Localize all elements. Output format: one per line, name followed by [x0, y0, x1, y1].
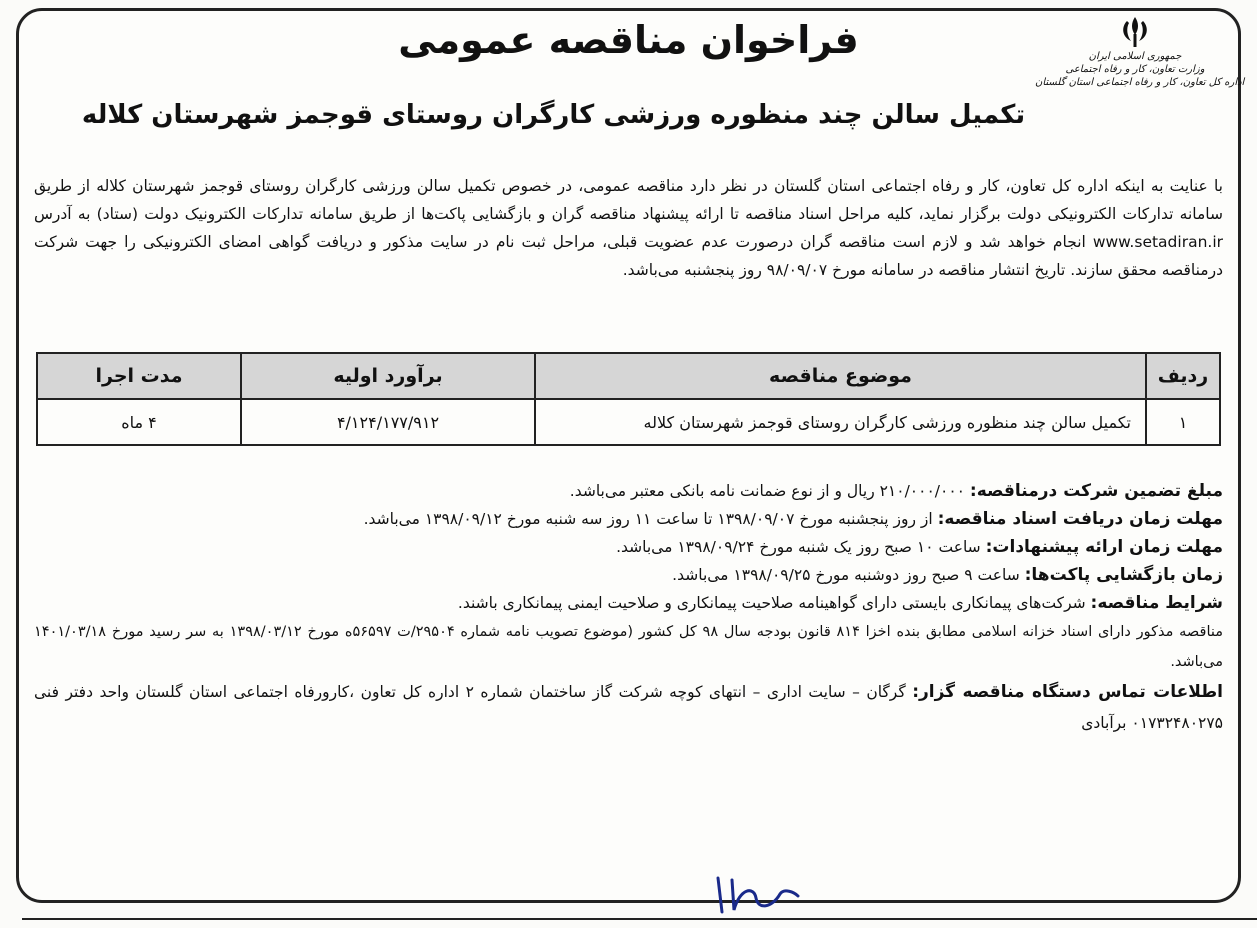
col-subject: موضوع مناقصه	[535, 353, 1146, 399]
intro-paragraph: با عنایت به اینکه اداره کل تعاون، کار و رفاه اجتماعی استان گلستان در نظر دارد مناقصه عمومی، در خصوص تکمیل سالن ورزشی کارگران روستای قوجمز شهرستان کلاله از طریق سامانه تدارکات الکترونیکی دولت برگزار نماید، کلیه مراحل اسناد مناقصه تا ارائه پیشنهاد مناقصه گران و بازگشایی پاکت‌ها از طریق سامانه تدارکات الکترونیک دولت (ستاد) به آدرس www.setadiran.ir انجام خواهد شد و لازم است مناقصه گران درصورت عدم عضویت قبلی، مراحل ثبت نام در سایت مذکور و دریافت گواهی امضای الکترونیکی را جهت شرکت درمناقصه محقق سازند. تاریخ انتشار مناقصه در سامانه مورخ ۹۸/۰۹/۰۷ روز پنجشنبه می‌باشد.	[34, 177, 1223, 279]
docs-deadline-line	[34, 505, 1223, 533]
opening-time-label: زمان بازگشایی پاکت‌ها:	[1024, 565, 1223, 585]
offers-deadline-value: ساعت ۱۰ صبح روز یک شنبه مورخ ۱۳۹۸/۰۹/۲۴ می‌باشد.	[616, 538, 986, 556]
cell-subject: تکمیل سالن چند منظوره ورزشی کارگران روستای قوجمز شهرستان کلاله	[535, 399, 1146, 445]
treasury-note: مناقصه مذکور دارای اسناد خزانه اسلامی مطابق بنده اخزا ۸۱۴ قانون بودجه سال ۹۸ کل کشور (موضوع تصویب نامه شماره ۲۹۵۰۴/ت ۵۶۵۹۷ه مورخ ۱۳۹۸/۰۳/۱۲ به سر رسید مورخ ۱۴۰۱/۰۳/۱۸ می‌باشد.	[34, 624, 1223, 670]
notice-frame	[16, 8, 1245, 903]
offers-deadline-label: مهلت زمان ارائه پیشنهادات:	[985, 537, 1223, 557]
conditions-label: شرایط مناقصه:	[1090, 593, 1223, 613]
bottom-rule	[22, 918, 1257, 920]
org-line-2: وزارت تعاون، کار و رفاه اجتماعی	[1065, 64, 1205, 75]
tender-details	[34, 477, 1223, 739]
guarantee-label: مبلغ تضمین شرکت درمناقصه:	[969, 481, 1223, 501]
table-row	[37, 399, 1220, 445]
guarantee-value: ۲۱۰/۰۰۰/۰۰۰ ریال و از نوع ضمانت نامه بانکی معتبر می‌باشد.	[569, 482, 970, 500]
contact-value: گرگان – سایت اداری – انتهای کوچه شرکت گاز ساختمان شماره ۲ اداره کل تعاون ،کارورفاه اجتماعی استان گلستان واحد دفتر فنی ۰۱۷۳۲۴۸۰۲۷۵ برآبادی	[34, 683, 1223, 732]
col-row-number: ردیف	[1146, 353, 1220, 399]
org-line-3: اداره کل تعاون، کار و رفاه اجتماعی استان گلستان	[1035, 77, 1245, 88]
conditions-line	[34, 589, 1223, 617]
offers-deadline-line	[34, 533, 1223, 561]
opening-time-value: ساعت ۹ صبح روز دوشنبه مورخ ۱۳۹۸/۰۹/۲۵ می‌باشد.	[672, 566, 1025, 584]
cell-estimate: ۴/۱۲۴/۱۷۷/۹۱۲	[241, 399, 535, 445]
cell-duration: ۴ ماه	[37, 399, 241, 445]
docs-deadline-value: از روز پنجشنبه مورخ ۱۳۹۸/۰۹/۰۷ تا ساعت ۱۱ روز سه شنبه مورخ ۱۳۹۸/۰۹/۱۲ می‌باشد.	[363, 510, 938, 528]
contact-line	[34, 677, 1223, 739]
notice-subtitle: تکمیل سالن چند منظوره ورزشی کارگران روستای قوجمز شهرستان کلاله	[81, 100, 1026, 130]
iran-emblem-icon	[1118, 14, 1152, 50]
col-duration: مدت اجرا	[37, 353, 241, 399]
notice-title: فراخوان مناقصه عمومی	[398, 18, 859, 62]
opening-time-line	[34, 561, 1223, 589]
org-line-1: جمهوری اسلامی ایران	[1088, 51, 1182, 62]
table-header-row	[37, 353, 1220, 399]
docs-deadline-label: مهلت زمان دریافت اسناد مناقصه:	[937, 509, 1223, 529]
col-estimate: برآورد اولیه	[241, 353, 535, 399]
cell-row-number: ۱	[1146, 399, 1220, 445]
ministry-logo	[1035, 14, 1245, 89]
conditions-value: شرکت‌های پیمانکاری بایستی دارای گواهینامه صلاحیت پیمانکاری و صلاحیت ایمنی پیمانکاری باشند.	[457, 594, 1091, 612]
tender-table	[36, 352, 1221, 446]
handwritten-signature	[710, 870, 800, 914]
guarantee-line	[34, 477, 1223, 505]
contact-label: اطلاعات تماس دستگاه مناقصه گزار:	[912, 682, 1223, 702]
